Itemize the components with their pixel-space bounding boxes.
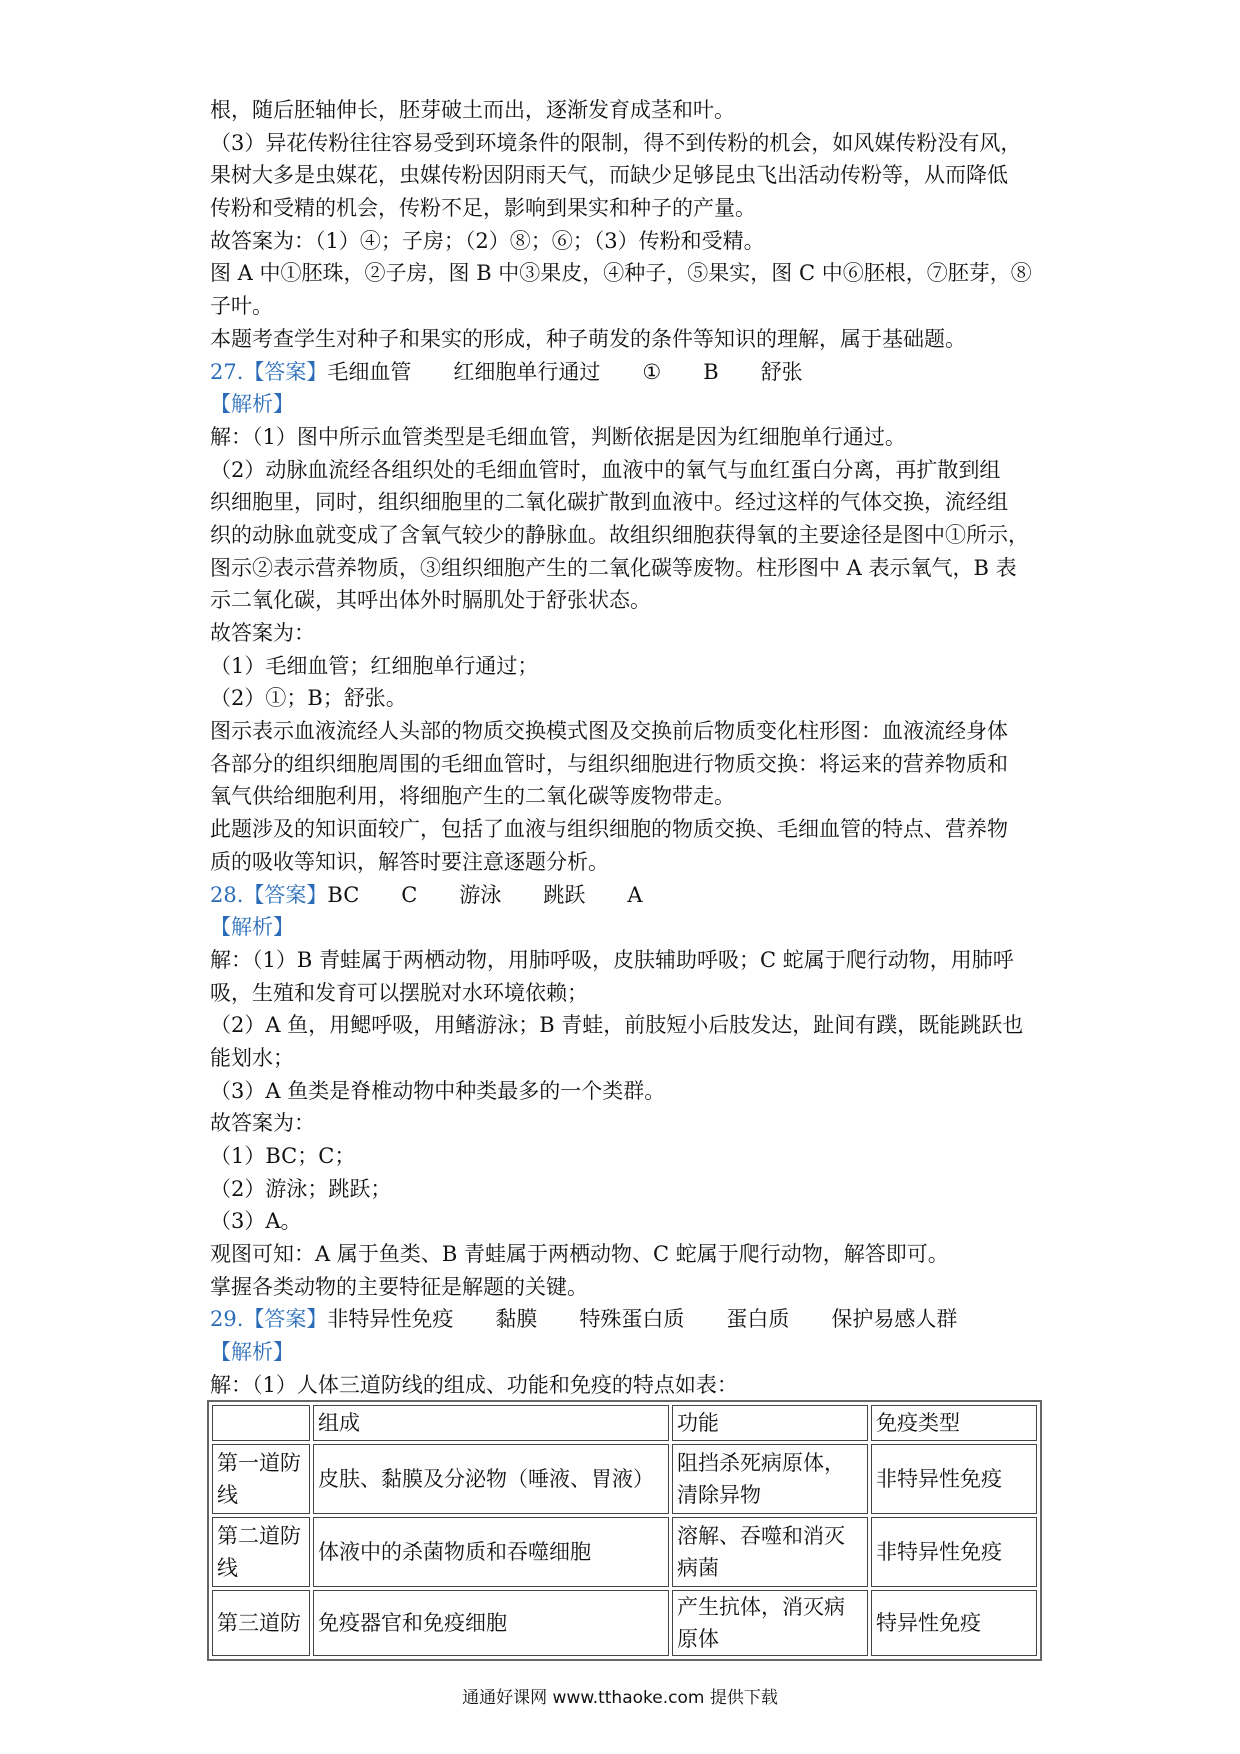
q27-answer-3: ① — [642, 359, 662, 384]
table-cell: 溶解、吞噬和消灭病菌 — [672, 1517, 868, 1587]
table-cell: 非特异性免疫 — [871, 1517, 1037, 1587]
q28-line: （2）A 鱼，用鳃呼吸，用鳍游泳；B 青蛙，前肢短小后肢发达，趾间有蹼，既能跳跃也 — [210, 1013, 1024, 1038]
q27-line: 示二氧化碳，其呼出体外时膈肌处于舒张状态。 — [210, 588, 651, 613]
q29-answer-4: 蛋白质 — [726, 1307, 790, 1332]
q28-answer-2: C — [401, 882, 418, 907]
intro-line: 根，随后胚轴伸长，胚芽破土而出，逐渐发育成茎和叶。 — [210, 98, 735, 122]
table-cell: 免疫器官和免疫细胞 — [313, 1590, 669, 1656]
q27-line: 织的动脉血就变成了含氧气较少的静脉血。故组织细胞获得氧的主要途径是图中①所示， — [210, 522, 1029, 547]
q28-line: （1）BC；C； — [210, 1144, 356, 1168]
table-row — [212, 1517, 1037, 1587]
q28-line: 掌握各类动物的主要特征是解题的关键。 — [210, 1274, 588, 1299]
q27-line: 图示表示血液流经人头部的物质交换模式图及交换前后物质变化柱形图：血液流经身体 — [210, 719, 1008, 744]
q28-label: 28.【答案】 — [210, 882, 328, 907]
table-cell: 阻挡杀死病原体，清除异物 — [672, 1444, 868, 1514]
page-footer: 通通好课网 www.tthaoke.com 提供下载 — [462, 1688, 778, 1708]
intro-line: 图 A 中①胚珠，②子房，图 B 中③果皮，④种子，⑤果实，图 C 中⑥胚根，⑦胚芽，⑧ — [210, 261, 1032, 286]
q29-answer-1: 非特异性免疫 — [327, 1307, 454, 1332]
q28-answer-4: 跳跃 — [543, 882, 586, 907]
table-cell: 特异性免疫 — [871, 1590, 1037, 1656]
q27-line: 氧气供给细胞利用，将细胞产生的二氧化碳等废物带走。 — [210, 784, 735, 809]
q27-line: 故答案为： — [210, 621, 315, 645]
table-header-cell — [212, 1405, 310, 1441]
q27-line: （2）①；B；舒张。 — [210, 686, 407, 711]
q27-answer-5: 舒张 — [760, 359, 803, 384]
q27-line: （1）毛细血管；红细胞单行通过； — [210, 653, 539, 678]
intro-line: 传粉和受精的机会，传粉不足，影响到果实和种子的产量。 — [210, 196, 756, 221]
table-header-row — [212, 1405, 1037, 1441]
q29-analysis-label: 【解析】 — [210, 1340, 294, 1365]
table-cell: 第一道防线 — [212, 1444, 310, 1514]
q27-line: （2）动脉血流经各组织处的毛细血管时，血液中的氧气与血红蛋白分离，再扩散到组 — [210, 457, 1001, 482]
q29-line: 解：（1）人体三道防线的组成、功能和免疫的特点如表： — [210, 1372, 738, 1397]
table-cell: 第三道防 — [212, 1590, 310, 1656]
table-cell: 非特异性免疫 — [871, 1444, 1037, 1514]
q29-answer-line — [210, 1303, 1040, 1336]
q27-answer-2: 红细胞单行通过 — [453, 359, 601, 384]
intro-line: 子叶。 — [210, 294, 273, 319]
q27-answer-1: 毛细血管 — [327, 359, 412, 384]
q28-line: 故答案为： — [210, 1111, 315, 1136]
q27-answer-4: B — [703, 359, 719, 384]
table-cell: 皮肤、黏膜及分泌物（唾液、胃液） — [313, 1444, 669, 1514]
q29-answer-3: 特殊蛋白质 — [579, 1307, 685, 1332]
q29-label: 29.【答案】 — [210, 1307, 328, 1332]
table-row — [212, 1444, 1037, 1514]
table-row — [212, 1590, 1037, 1656]
table-header-cell: 组成 — [313, 1405, 669, 1441]
q27-analysis-label: 【解析】 — [210, 392, 294, 417]
q28-line: （3）A。 — [210, 1209, 302, 1234]
q28-line: 能划水； — [210, 1045, 294, 1070]
q28-answer-3: 游泳 — [459, 882, 502, 907]
document-body — [210, 94, 1040, 1402]
q27-label: 27.【答案】 — [210, 359, 328, 384]
table-cell: 第二道防线 — [212, 1517, 310, 1587]
q28-analysis-label: 【解析】 — [210, 915, 294, 940]
q27-line: 解：（1）图中所示血管类型是毛细血管，判断依据是因为红细胞单行通过。 — [210, 424, 906, 449]
q27-line: 图示②表示营养物质，③组织细胞产生的二氧化碳等废物。柱形图中 A 表示氧气，B 表 — [210, 555, 1017, 580]
table-cell: 产生抗体，消灭病原体 — [672, 1590, 868, 1656]
intro-line: 果树大多是虫媒花，虫媒传粉因阴雨天气，而缺少足够昆虫飞出活动传粉等，从而降低 — [210, 163, 1008, 188]
q28-line: 解：（1）B 青蛙属于两栖动物，用肺呼吸，皮肤辅助呼吸；C 蛇属于爬行动物，用肺呼 — [210, 947, 1014, 972]
q28-line: 观图可知：A 属于鱼类、B 青蛙属于两栖动物、C 蛇属于爬行动物，解答即可。 — [210, 1242, 949, 1267]
table-cell: 体液中的杀菌物质和吞噬细胞 — [313, 1517, 669, 1587]
intro-line: 故答案为：（1）④；子房；（2）⑧；⑥；（3）传粉和受精。 — [210, 228, 765, 253]
q27-line: 织细胞里，同时，组织细胞里的二氧化碳扩散到血液中。经过这样的气体交换，流经组 — [210, 490, 1008, 515]
q28-line: （2）游泳；跳跃； — [210, 1176, 392, 1201]
intro-line: 本题考查学生对种子和果实的形成，种子萌发的条件等知识的理解，属于基础题。 — [210, 326, 966, 351]
table-header-cell: 免疫类型 — [871, 1405, 1037, 1441]
q27-answer-line — [210, 356, 1040, 389]
q28-line: （3）A 鱼类是脊椎动物中种类最多的一个类群。 — [210, 1078, 666, 1103]
q29-answer-5: 保护易感人群 — [831, 1307, 958, 1332]
q27-line: 各部分的组织细胞周围的毛细血管时，与组织细胞进行物质交换：将运来的营养物质和 — [210, 751, 1008, 776]
q28-answer-5: A — [627, 882, 643, 907]
q28-answer-1: BC — [327, 882, 360, 907]
q27-line: 此题涉及的知识面较广，包括了血液与组织细胞的物质交换、毛细血管的特点、营养物 — [210, 817, 1008, 842]
defense-lines-table — [207, 1400, 1042, 1661]
q27-line: 质的吸收等知识，解答时要注意逐题分析。 — [210, 849, 609, 874]
intro-line: （3）异花传粉往往容易受到环境条件的限制，得不到传粉的机会，如风媒传粉没有风， — [210, 130, 1022, 155]
q28-line: 吸，生殖和发育可以摆脱对水环境依赖； — [210, 980, 588, 1005]
q29-answer-2: 黏膜 — [495, 1307, 538, 1332]
table-header-cell: 功能 — [672, 1405, 868, 1441]
q28-answer-line — [210, 879, 1040, 912]
